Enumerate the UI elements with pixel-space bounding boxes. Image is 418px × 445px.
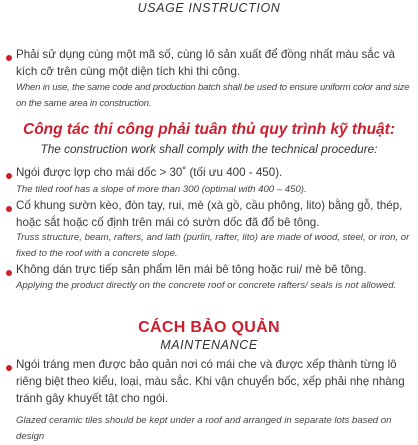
maintenance-subtitle: MAINTENANCE [160, 338, 258, 352]
procedure-item-3-en: Applying the product directly on the concrete roof or concrete rafters/ seals is not allowed. [16, 280, 397, 291]
procedure-item-2-vi: Cố khung sườn kèo, đòn tay, rui, mè (xà gồ, cầu phông, lito) bằng gỗ, thép, hoặc sắt hoặc cố định trên mái có sườn dốc đã đổ bê tông. [16, 199, 403, 229]
maintenance-paragraph-vi: Ngói tráng men được bảo quản nơi có mái che và được xếp thành từng lô riêng biệt theo kiểu, loại, màu sắc. Khi vận chuyển bốc, xếp phải nhẹ nhàng tránh gây khuyết tật cho ngói. [16, 358, 405, 405]
bullet-icon [6, 270, 12, 276]
usage-paragraph-vi: Phải sử dụng cùng một mã số, cùng lô sản xuất để đồng nhất màu sắc và kích cỡ trên cùng một diện tích khi thi công. [16, 48, 395, 78]
usage-instruction-subtitle: USAGE INSTRUCTION [137, 1, 281, 15]
maintenance-title-vi: CÁCH BẢO QUẢN [138, 319, 280, 336]
bullet-icon [6, 173, 12, 179]
bullet-icon [6, 55, 12, 61]
procedure-title-vi: Công tác thi công phải tuân thủ quy trình kỹ thuật: [23, 121, 395, 138]
bullet-icon [6, 206, 12, 212]
procedure-item-1-en: The tiled roof has a slope of more than 300 (optimal with 400 – 450). [16, 184, 307, 195]
usage-paragraph-en: When in use, the same code and production batch shall be used to ensure uniform color and size on the same area in construction. [16, 82, 410, 109]
bullet-icon [6, 365, 12, 371]
procedure-item-2-en: Truss structure, beam, rafters, and lath (purlin, rafter, lito) are made of wood, steel, or iron, or fixed to the roof with a concrete slope. [16, 232, 410, 259]
procedure-item-3-vi: Không dán trực tiếp sản phẩm lên mái bê tông hoặc rui/ mè bê tông. [16, 263, 367, 276]
maintenance-paragraph-en: Glazed ceramic tiles should be kept under a roof and arranged in separate lots based on design [16, 415, 392, 442]
procedure-item-1-vi: Ngói được lợp cho mái dốc > 30˚ (tối ưu 400 - 450). [16, 166, 283, 179]
procedure-title-en: The construction work shall comply with the technical procedure: [40, 142, 378, 156]
